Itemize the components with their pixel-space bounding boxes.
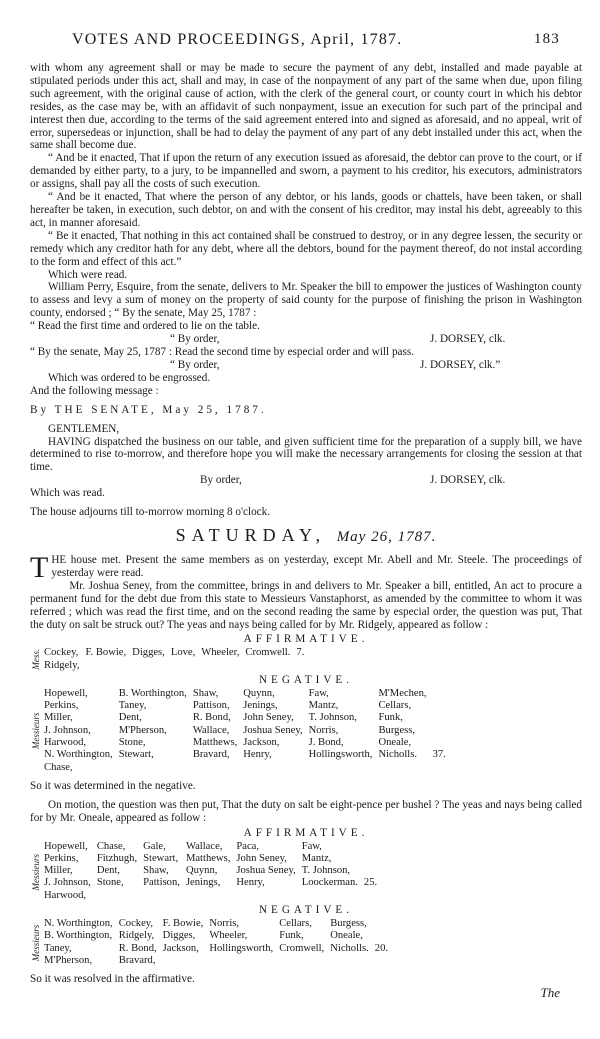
vote-count	[433, 712, 452, 724]
member-name: Taney,	[44, 942, 72, 954]
vote-row	[44, 749, 452, 761]
salutation: GENTLEMEN,	[48, 422, 120, 435]
paragraph: And the following message :	[30, 384, 159, 397]
member-name: B. Worthington,	[118, 687, 187, 699]
member-name: Hopewell,	[44, 687, 88, 699]
member-name	[209, 955, 279, 967]
member-name: Faw,	[308, 687, 329, 699]
member-name: J. Bond,	[308, 737, 344, 749]
senate-dateline: By THE SENATE, May 25, 1787.	[30, 403, 267, 416]
member-name: Miller,	[44, 865, 73, 877]
vote-block	[30, 918, 582, 967]
vote-row	[44, 841, 383, 853]
member-name: Funk,	[279, 930, 304, 942]
vote-count: 25.	[363, 877, 378, 889]
member-name: Norris,	[308, 724, 339, 736]
member-name: Wheeler,	[201, 647, 240, 659]
member-name: Cellars,	[279, 917, 312, 929]
member-name: F. Bowie,	[85, 647, 127, 659]
signature-line	[30, 333, 582, 346]
member-name: Bravard,	[192, 749, 230, 761]
paragraph: Which was read.	[30, 487, 105, 500]
member-name: Oneale,	[378, 737, 412, 749]
vote-table	[44, 647, 310, 672]
member-name	[163, 955, 210, 967]
member-name: Joshua Seney,	[236, 865, 296, 877]
vote-table	[44, 688, 452, 774]
vote-row	[44, 725, 452, 737]
vote-heading: AFFIRMATIVE.	[243, 633, 369, 646]
member-name	[201, 660, 245, 672]
member-name	[86, 660, 133, 672]
member-name: Harwood,	[44, 889, 87, 901]
paragraph: William Perry, Esquire, from the senate, delivers to Mr. Speaker the bill to empower the justices of Washington county to assess and levy a sum of money on the property of said county for the purpose of finishing the prison in Washington county, endorsed ; “ By the senate, May 25, 1787 :	[30, 281, 582, 320]
member-name	[119, 762, 193, 774]
vote-row	[44, 865, 383, 877]
paragraph: Which was ordered to be engrossed.	[48, 371, 211, 384]
member-name: Cockey,	[118, 917, 154, 929]
vote-count	[364, 865, 383, 877]
vote-block	[30, 688, 582, 774]
member-name	[186, 890, 236, 902]
vote-block	[30, 647, 582, 672]
vote-row	[44, 737, 452, 749]
member-name: John Seney,	[236, 852, 287, 864]
member-name: Dent,	[96, 865, 121, 877]
vote-count	[433, 725, 452, 737]
member-name	[171, 660, 201, 672]
member-name	[97, 890, 143, 902]
member-name: Oneale,	[330, 930, 363, 942]
member-name: R. Bond,	[192, 712, 231, 724]
vote-row	[44, 853, 383, 865]
paragraph: The house adjourns till to-morrow morning 8 o'clock.	[30, 506, 271, 519]
member-name: Hollingsworth,	[209, 942, 274, 954]
vote-count: 37.	[432, 749, 446, 761]
member-name: Digges,	[132, 647, 165, 659]
paragraph-text: HE house met. Present the same members as on yesterday, except Mr. Abell and Mr. Steele. The proceedings of yesterday were read.	[51, 554, 582, 579]
paragraph: Mr. Joshua Seney, from the committee, brings in and delivers to Mr. Speaker a bill, entitled, An act to procure a permanent fund for the debt due from this state to Messieurs Vanstaphorst, as amended by the committee to whom it was referred ; which was read the first time, and on the second reading the same by especial order, the question was put, That the duty on salt be struck out? The yeas and nays being called for by Mr. Ridgely, appeared as follow :	[30, 579, 582, 631]
catchword: The	[540, 985, 560, 1000]
vote-count	[433, 700, 452, 712]
member-name: N. Worthington,	[44, 917, 113, 929]
paragraph: “ Be it enacted, That nothing in this act contained shall be construed to destroy, or in any degree lessen, the security or remedy which any creditor hath for any debt, where all the debtors, bound for the payment thereof, do not instal according to the form and effect of this act.”	[30, 229, 582, 268]
member-name: Henry,	[236, 877, 265, 889]
member-name: Burgess,	[330, 917, 367, 929]
paragraph: “ Read the first time and ordered to lie on the table.	[30, 320, 260, 333]
member-name: Bravard,	[118, 954, 156, 966]
vote-row	[44, 660, 310, 672]
vote-result: So it was resolved in the affirmative.	[30, 973, 195, 986]
vote-heading: NEGATIVE.	[258, 904, 354, 917]
member-name	[302, 890, 364, 902]
vote-count	[375, 930, 394, 942]
vote-count	[375, 918, 394, 930]
member-name: Hollingsworth,	[308, 749, 373, 761]
member-name: Stone,	[118, 737, 146, 749]
paragraph	[30, 551, 582, 584]
member-name: Funk,	[378, 712, 403, 724]
member-name: Stewart,	[118, 749, 154, 761]
signature-left: By order,	[200, 474, 242, 487]
member-name: Chase,	[44, 761, 73, 773]
member-name: J. Johnson,	[44, 877, 91, 889]
member-name	[378, 762, 432, 774]
member-name: M'Mechen,	[378, 687, 427, 699]
member-name: Mantz,	[301, 852, 332, 864]
member-name: Pattison,	[192, 700, 230, 712]
vote-result: So it was determined in the negative.	[30, 779, 196, 792]
vote-count	[364, 853, 383, 865]
paragraph: “ By the senate, May 25, 1787 : Read the second time by especial order and will pass.	[30, 346, 415, 359]
member-name: Digges,	[162, 930, 196, 942]
vote-label: Mess.	[31, 649, 41, 671]
member-name: Wallace,	[192, 724, 230, 736]
member-name: Harwood,	[44, 737, 87, 749]
member-name: Jenings,	[185, 877, 221, 889]
member-name: Nicholls.	[378, 749, 418, 761]
paragraph: On motion, the question was then put, That the duty on salt be eight-pence per bushel ? The yeas and nays being called for by Mr. Oneale, appeared as follow :	[30, 798, 582, 824]
member-name: Jenings,	[243, 700, 278, 712]
member-name: R. Bond,	[118, 942, 157, 954]
member-name: Norris,	[209, 917, 240, 929]
member-name: Cromwell.	[245, 647, 291, 659]
member-name: T. Johnson,	[301, 865, 351, 877]
vote-label: Messieurs	[31, 924, 41, 961]
signature-right: J. DORSEY, clk.	[430, 474, 506, 487]
vote-heading: NEGATIVE.	[258, 673, 354, 686]
member-name: Shaw,	[192, 687, 219, 699]
member-name: B. Worthington,	[44, 930, 113, 942]
member-name	[330, 955, 375, 967]
member-name: Matthews,	[192, 737, 238, 749]
member-name: Chase,	[96, 840, 126, 852]
vote-count	[364, 890, 383, 902]
member-name: Burgess,	[378, 724, 416, 736]
vote-row	[44, 647, 310, 659]
member-name: Jackson,	[243, 737, 280, 749]
member-name: N. Worthington,	[44, 749, 113, 761]
member-name: Wallace,	[185, 840, 223, 852]
member-name: Miller,	[44, 712, 73, 724]
page-number: 183	[533, 31, 560, 47]
member-name: Dent,	[118, 712, 142, 724]
vote-count: 20.	[374, 942, 389, 954]
vote-row	[44, 700, 452, 712]
day-heading	[30, 525, 582, 546]
member-name: Cellars,	[378, 700, 412, 712]
member-name: Ridgely,	[44, 659, 80, 671]
day-date: May 26, 1787.	[336, 529, 437, 546]
member-name: J. Johnson,	[44, 724, 91, 736]
paragraph: with whom any agreement shall or may be made to secure the payment of any debt, installed and made payable at stipulated periods under this act, shall and may, in case of the nonpayment of any part of the same when due, upon filing such agreement, with the original cause of action, with the clerk of the general court, or county court in which his debtor resides, as the case may be, with an affidavit of such nonpayment, issue an execution for such part of the principal and interest then due, according to the terms of the said agreement entered into and signed as aforesaid, and no appeal, writ of error, supersedeas or injunction, shall be had to delay the payment of any part of any debt installed under this act, when the same shall become due.	[30, 62, 582, 152]
member-name	[309, 762, 379, 774]
member-name: Loockerman.	[301, 877, 358, 889]
member-name	[245, 660, 296, 672]
vote-count: 7.	[296, 647, 305, 659]
member-name: T. Johnson,	[308, 712, 357, 724]
member-name: Shaw,	[143, 865, 169, 877]
vote-count	[296, 660, 310, 672]
vote-count	[375, 955, 394, 967]
member-name: Henry,	[243, 749, 272, 761]
member-name: Cockey,	[44, 647, 79, 659]
vote-label: Messieurs	[31, 853, 41, 890]
signature-right: J. DORSEY, clk.”	[420, 358, 501, 371]
day-name: SATURDAY,	[175, 525, 327, 546]
vote-row	[44, 943, 394, 955]
member-name: Matthews,	[185, 852, 231, 864]
paragraph: “ And be it enacted, That if upon the return of any execution issued as aforesaid, the debtor can prove to the court, or if demanded by either party, to a jury, to be impannelled and sworn, a payment to his creditor, his executors, administrators or assigns, shall pay all the costs of such execution.	[30, 152, 582, 191]
member-name: John Seney,	[243, 712, 294, 724]
running-header	[62, 31, 560, 53]
member-name: Gale,	[143, 840, 166, 852]
vote-row	[44, 688, 452, 700]
member-name: Stone,	[96, 877, 124, 889]
vote-row	[44, 877, 383, 889]
member-name: Stewart,	[143, 852, 179, 864]
member-name: Mantz,	[308, 700, 339, 712]
member-name: Nicholls.	[330, 942, 369, 954]
member-name: Jackson,	[162, 942, 199, 954]
vote-row	[44, 890, 383, 902]
vote-row	[44, 712, 452, 724]
member-name: Hopewell,	[44, 840, 88, 852]
signature-left: “ By order,	[170, 333, 220, 346]
vote-count	[433, 762, 452, 774]
member-name	[236, 890, 301, 902]
vote-count	[433, 688, 452, 700]
member-name	[143, 890, 186, 902]
signature-line	[30, 474, 582, 487]
signature-right: J. DORSEY, clk.	[430, 333, 506, 346]
vote-row	[44, 955, 394, 967]
member-name: Joshua Seney,	[243, 724, 303, 736]
member-name: Love,	[170, 647, 196, 659]
member-name: Pattison,	[143, 877, 180, 889]
page-body	[30, 62, 582, 986]
member-name: Faw,	[301, 840, 322, 852]
vote-row	[44, 930, 394, 942]
vote-count	[433, 737, 452, 749]
vote-table	[44, 918, 394, 967]
member-name: Perkins,	[44, 852, 79, 864]
vote-table	[44, 841, 383, 902]
member-name: Quynn,	[243, 687, 275, 699]
drop-cap: T	[30, 551, 49, 584]
member-name: M'Pherson,	[118, 724, 167, 736]
member-name: Ridgely,	[118, 930, 155, 942]
vote-label: Messieurs	[31, 712, 41, 750]
vote-heading: AFFIRMATIVE.	[243, 826, 369, 839]
member-name: F. Bowie,	[162, 917, 204, 929]
vote-count	[364, 841, 383, 853]
member-name	[243, 762, 308, 774]
vote-row	[44, 918, 394, 930]
member-name: Quynn,	[185, 865, 218, 877]
paragraph: HAVING dispatched the business on our table, and given sufficient time for the preparation of a supply bill, we have determined to rise to-morrow, and therefore hope you will make the necessary arrangements for closing the session at that time.	[30, 435, 582, 474]
member-name	[132, 660, 171, 672]
vote-block	[30, 841, 582, 902]
member-name	[193, 762, 243, 774]
member-name	[279, 955, 330, 967]
member-name: Wheeler,	[209, 930, 248, 942]
member-name: Paca,	[236, 840, 260, 852]
vote-row	[44, 762, 452, 774]
member-name: Taney,	[118, 700, 147, 712]
member-name: M'Pherson,	[44, 954, 93, 966]
signature-left: “ By order,	[170, 358, 220, 371]
paragraph: “ And be it enacted, That where the person of any debtor, or his lands, goods or chattels, have been taken, or shall hereafter be taken, in execution, such debtor, on and with the consent of his creditor, may instal his debt, agreeably to this act, in manner aforesaid.	[30, 191, 582, 229]
member-name: Cromwell,	[279, 942, 325, 954]
header-title: VOTES AND PROCEEDINGS, April, 1787.	[72, 31, 403, 48]
paragraph: Which were read.	[48, 268, 128, 281]
signature-line	[30, 359, 582, 372]
member-name: Fitzhugh,	[96, 852, 138, 864]
member-name: Perkins,	[44, 700, 79, 712]
